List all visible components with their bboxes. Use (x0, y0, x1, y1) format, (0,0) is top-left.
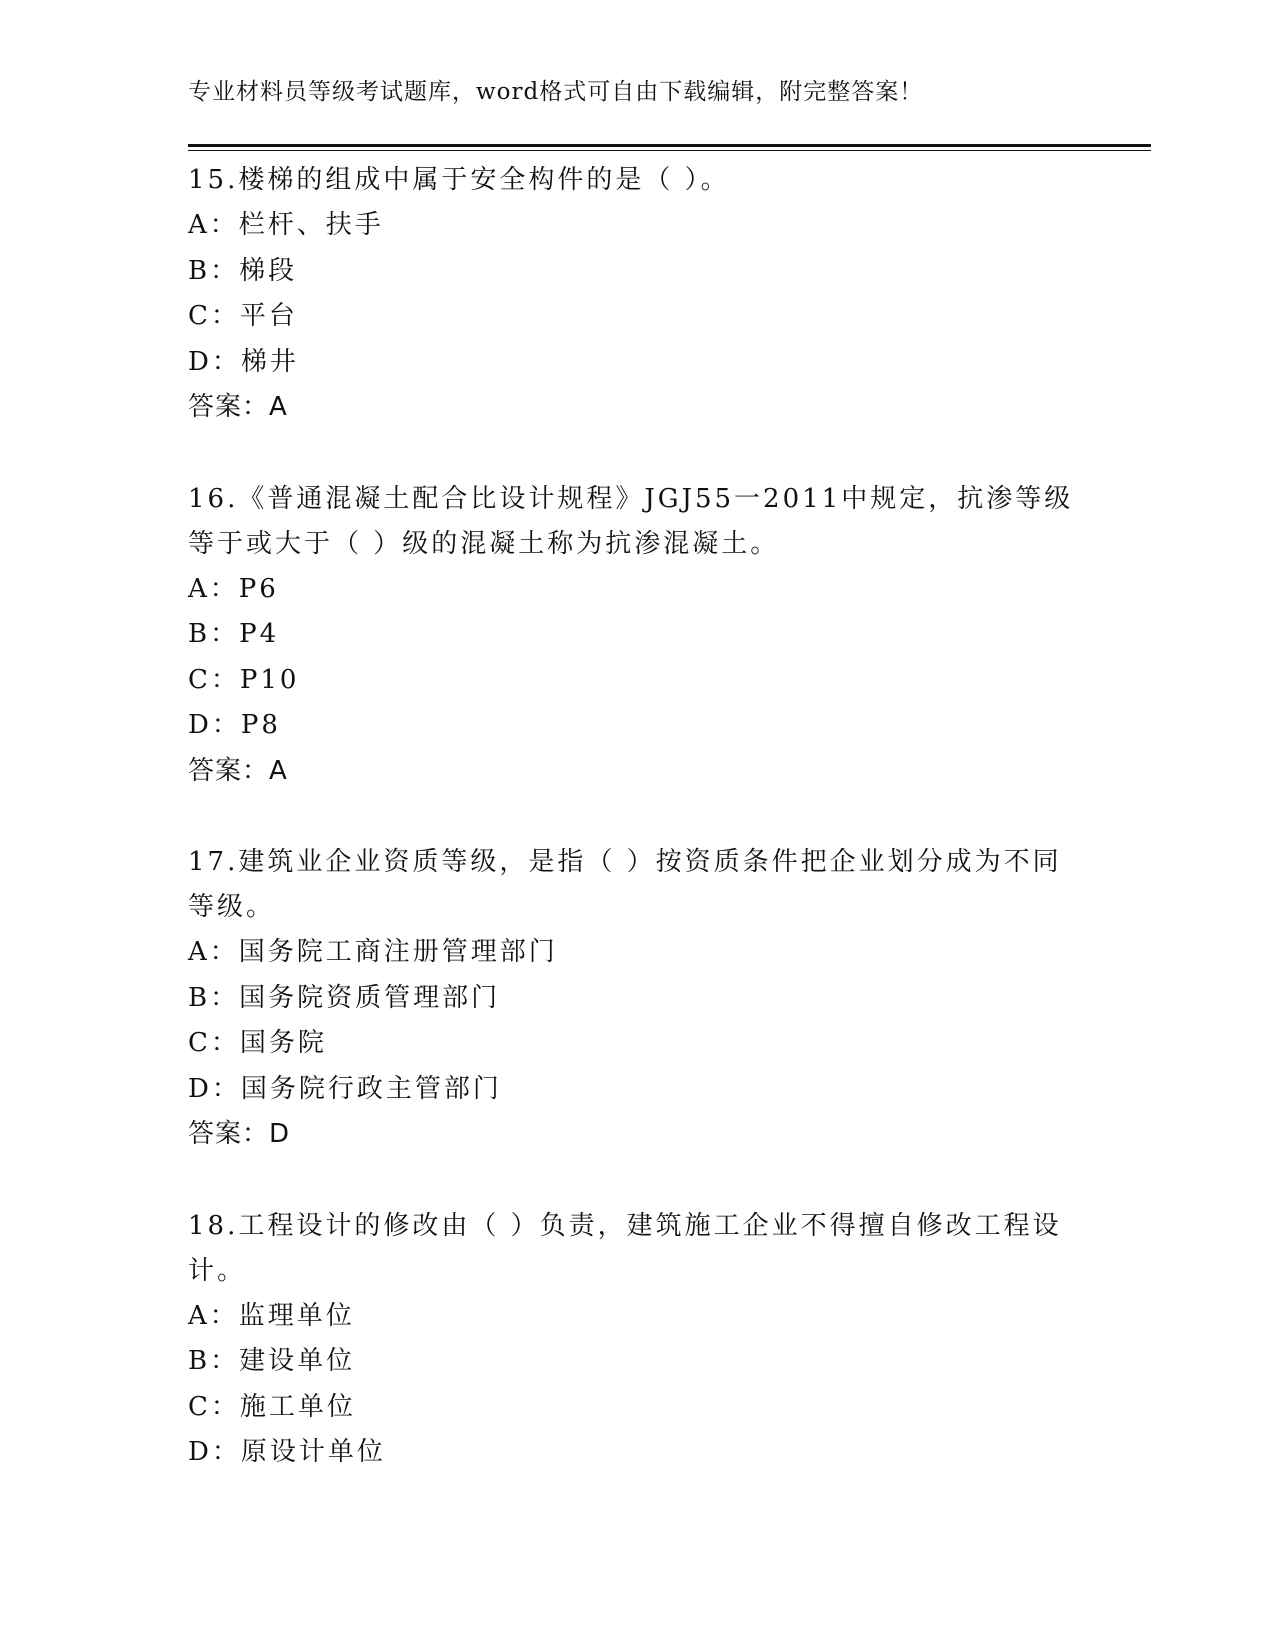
question-spacer (188, 1158, 1088, 1204)
option-d: D：原设计单位 (188, 1437, 386, 1467)
question-stem: 15.楼梯的组成中属于安全构件的是（ ）。 (188, 165, 730, 195)
answer: 答案：D (188, 1119, 291, 1149)
option-c: C：P10 (188, 664, 300, 695)
option-a: A：栏杆、扶手 (188, 210, 384, 240)
question-17 (188, 840, 1088, 1158)
answer: 答案：A (188, 392, 288, 422)
question-spacer (188, 431, 1088, 477)
question-list (188, 158, 1088, 1476)
option-a: A：P6 (188, 573, 279, 604)
question-spacer (188, 794, 1088, 840)
option-a: A：监理单位 (188, 1300, 355, 1331)
option-a: A：国务院工商注册管理部门 (188, 937, 558, 967)
option-b: B：建设单位 (188, 1346, 356, 1376)
header-rule-thin (188, 150, 1151, 151)
question-18 (188, 1204, 1088, 1476)
option-d: D：国务院行政主管部门 (188, 1073, 502, 1104)
answer: 答案：A (188, 755, 288, 786)
question-stem: 16.《普通混凝土配合比设计规程》JGJ55一2011中规定，抗渗等级等于或大于（ ）级的混凝土称为抗渗混凝土。 (188, 483, 1074, 559)
option-b: B：梯段 (188, 255, 298, 286)
option-c: C：施工单位 (188, 1391, 356, 1422)
question-stem: 17.建筑业企业资质等级，是指（ ）按资质条件把企业划分成为不同等级。 (188, 847, 1062, 922)
option-b: B：国务院资质管理部门 (188, 982, 501, 1013)
option-b: B：P4 (188, 619, 280, 649)
option-d: D：梯井 (188, 346, 299, 377)
option-c: C：国务院 (188, 1028, 327, 1058)
question-16 (188, 477, 1088, 795)
question-stem: 18.工程设计的修改由（ ）负责，建筑施工企业不得擅自修改工程设计。 (188, 1210, 1062, 1286)
header-rule-thick (188, 144, 1151, 147)
question-15 (188, 158, 1088, 431)
option-d: D：P8 (188, 710, 281, 740)
page-header: 专业材料员等级考试题库，word格式可自由下载编辑，附完整答案！ (188, 79, 924, 105)
option-c: C：平台 (188, 301, 298, 331)
